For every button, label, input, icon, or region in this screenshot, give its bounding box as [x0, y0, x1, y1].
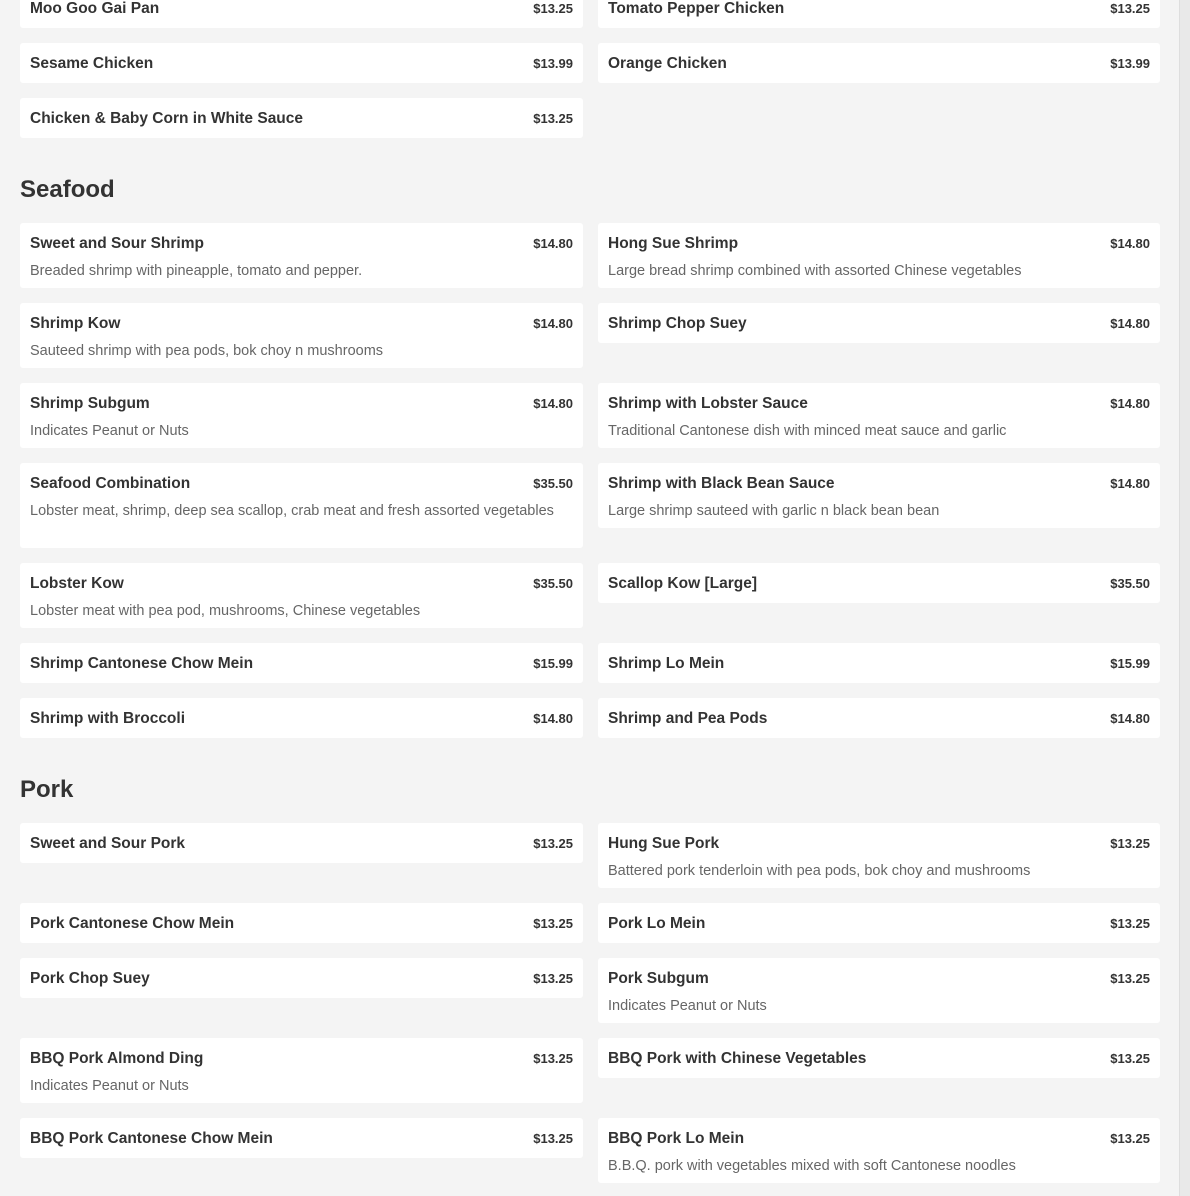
seafood-row [20, 303, 1160, 368]
item-name: BBQ Pork Cantonese Chow Mein [30, 1130, 273, 1147]
seafood-row [20, 223, 1160, 288]
seafood-row [20, 698, 1160, 738]
item-price: $14.80 [1110, 236, 1150, 251]
menu-item-card[interactable] [20, 643, 583, 683]
item-price: $14.80 [533, 711, 573, 726]
menu-item-card[interactable] [20, 698, 583, 738]
chicken-grid [20, 0, 1160, 28]
item-name: BBQ Pork Lo Mein [608, 1130, 745, 1147]
item-name: Chicken & Baby Corn in White Sauce [30, 110, 304, 127]
item-name: Sweet and Sour Shrimp [30, 235, 204, 252]
menu-item-card[interactable] [20, 303, 583, 368]
item-name: Sesame Chicken [30, 55, 154, 72]
item-description: Large bread shrimp combined with assorted Chinese vegetables [608, 263, 1022, 279]
item-name: Hong Sue Shrimp [608, 235, 739, 252]
item-name: Shrimp and Pea Pods [608, 710, 768, 727]
item-price: $15.99 [1110, 656, 1150, 671]
item-name: Pork Lo Mein [608, 915, 706, 932]
pork-row [20, 823, 1160, 888]
item-description: Traditional Cantonese dish with minced meat sauce and garlic [608, 423, 1007, 439]
item-description: Sauteed shrimp with pea pods, bok choy n mushrooms [30, 343, 384, 359]
menu-item-card[interactable] [598, 903, 1160, 943]
seafood-row [20, 383, 1160, 448]
menu-item-card[interactable] [20, 98, 583, 138]
section-title-pork: Pork [20, 776, 74, 803]
item-price: $15.99 [533, 656, 573, 671]
menu-item-card[interactable] [598, 1038, 1160, 1078]
pork-row [20, 903, 1160, 943]
seafood-row [20, 463, 1160, 548]
chicken-grid-row [20, 43, 1160, 83]
item-name: Shrimp Kow [30, 315, 121, 332]
item-description: Lobster meat with pea pod, mushrooms, Chinese vegetables [30, 603, 421, 619]
item-price: $14.80 [533, 316, 573, 331]
item-name: Scallop Kow [Large] [608, 575, 757, 592]
item-name: Shrimp Chop Suey [608, 315, 747, 332]
item-name: Shrimp Lo Mein [608, 655, 725, 672]
item-price: $14.80 [533, 236, 573, 251]
item-description: Indicates Peanut or Nuts [30, 1078, 189, 1094]
item-price: $13.25 [533, 836, 573, 851]
item-description: B.B.Q. pork with vegetables mixed with soft Cantonese noodles [608, 1158, 1016, 1174]
item-price: $13.25 [533, 1131, 573, 1146]
item-name: Shrimp with Black Bean Sauce [608, 475, 835, 492]
item-name: Shrimp with Broccoli [30, 710, 186, 727]
item-price: $13.25 [1110, 1051, 1150, 1066]
item-name: Pork Subgum [608, 970, 709, 987]
item-name: Moo Goo Gai Pan [30, 0, 160, 17]
menu-item-card[interactable] [598, 303, 1160, 343]
menu-item-card[interactable] [598, 958, 1160, 1023]
menu-item-card[interactable] [20, 1038, 583, 1103]
item-price: $14.80 [1110, 396, 1150, 411]
item-description: Indicates Peanut or Nuts [30, 423, 189, 439]
menu-item-card[interactable] [20, 43, 583, 83]
menu-item-card[interactable] [598, 563, 1160, 603]
item-price: $13.99 [533, 56, 573, 71]
item-price: $13.25 [1110, 836, 1150, 851]
item-price: $13.25 [533, 1, 573, 16]
seafood-row [20, 563, 1160, 628]
item-name: Shrimp with Lobster Sauce [608, 395, 808, 412]
item-price: $13.25 [533, 971, 573, 986]
pork-row [20, 1118, 1160, 1183]
item-price: $14.80 [533, 396, 573, 411]
item-description: Breaded shrimp with pineapple, tomato and pepper. [30, 263, 363, 279]
item-name: Shrimp Cantonese Chow Mein [30, 655, 254, 672]
item-name: Orange Chicken [608, 55, 727, 72]
item-name: Hung Sue Pork [608, 835, 720, 852]
seafood-row [20, 643, 1160, 683]
menu-item-card[interactable] [20, 903, 583, 943]
menu-item-card[interactable] [20, 563, 583, 628]
menu-item-card[interactable] [20, 1118, 583, 1158]
item-price: $13.25 [533, 1051, 573, 1066]
item-name: Shrimp Subgum [30, 395, 150, 412]
item-name: BBQ Pork Almond Ding [30, 1050, 204, 1067]
item-price: $14.80 [1110, 316, 1150, 331]
menu-item-card[interactable] [20, 823, 583, 863]
menu-item-card[interactable] [598, 383, 1160, 448]
item-price: $13.25 [1110, 916, 1150, 931]
menu-item-card[interactable] [598, 223, 1160, 288]
item-name: Tomato Pepper Chicken [608, 0, 785, 17]
menu-page [20, 0, 1160, 1183]
pork-row [20, 958, 1160, 1023]
item-name: Seafood Combination [30, 475, 191, 492]
item-description: Large shrimp sauteed with garlic n black bean bean [608, 503, 940, 519]
pork-row [20, 1038, 1160, 1103]
item-name: Pork Cantonese Chow Mein [30, 915, 235, 932]
item-price: $14.80 [1110, 711, 1150, 726]
item-price: $13.99 [1110, 56, 1150, 71]
item-price: $35.50 [533, 476, 573, 491]
menu-item-card[interactable] [20, 223, 583, 288]
menu-item-card[interactable] [598, 698, 1160, 738]
item-price: $13.25 [533, 111, 573, 126]
item-price: $14.80 [1110, 476, 1150, 491]
item-description: Indicates Peanut or Nuts [608, 998, 767, 1014]
menu-item-card[interactable] [20, 0, 583, 28]
item-name: BBQ Pork with Chinese Vegetables [608, 1050, 867, 1067]
section-title-seafood: Seafood [20, 176, 115, 203]
item-name: Lobster Kow [30, 575, 124, 592]
item-price: $13.25 [1110, 1, 1150, 16]
menu-item-card[interactable] [598, 643, 1160, 683]
menu-item-card[interactable] [20, 383, 583, 448]
menu-item-card[interactable] [598, 0, 1160, 28]
item-description: Lobster meat, shrimp, deep sea scallop, crab meat and fresh assorted vegetables [30, 503, 554, 519]
chicken-grid-row [20, 98, 1160, 138]
item-price: $35.50 [1110, 576, 1150, 591]
menu-item-card[interactable] [20, 958, 583, 998]
item-price: $13.25 [1110, 1131, 1150, 1146]
menu-item-card[interactable] [20, 463, 583, 548]
menu-item-card[interactable] [598, 823, 1160, 888]
menu-item-card[interactable] [598, 1118, 1160, 1183]
item-price: $13.25 [1110, 971, 1150, 986]
item-price: $35.50 [533, 576, 573, 591]
menu-item-card[interactable] [598, 43, 1160, 83]
item-name: Pork Chop Suey [30, 970, 150, 987]
item-price: $13.25 [533, 916, 573, 931]
menu-item-card[interactable] [598, 463, 1160, 528]
item-name: Sweet and Sour Pork [30, 835, 186, 852]
vertical-scrollbar[interactable] [1179, 0, 1190, 1196]
item-description: Battered pork tenderloin with pea pods, bok choy and mushrooms [608, 863, 1031, 879]
